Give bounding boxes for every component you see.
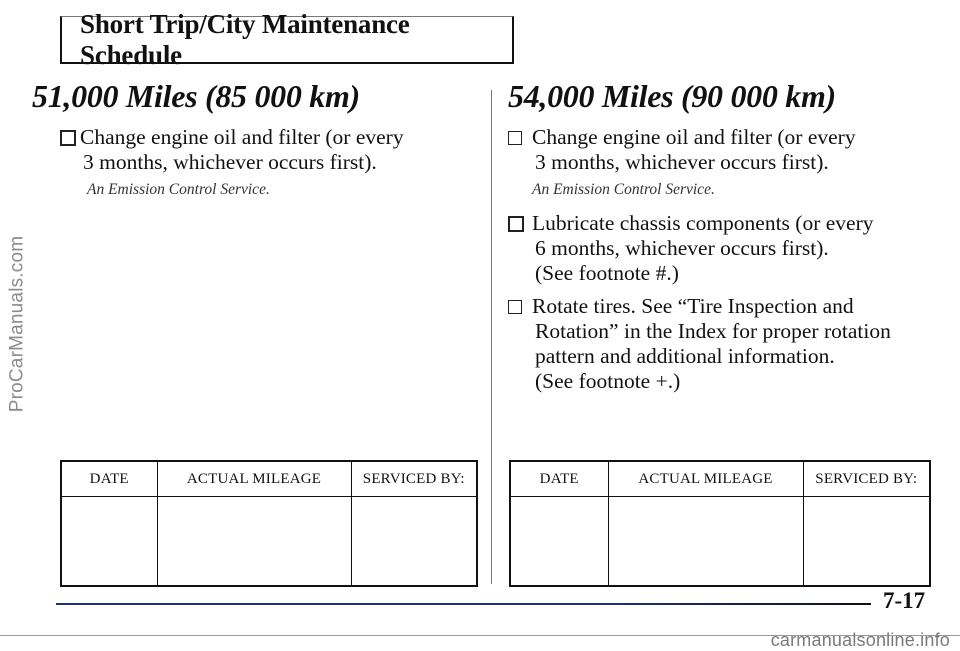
column-divider: [491, 90, 492, 584]
task-line: Lubricate chassis components (or every: [532, 211, 874, 235]
left-mileage-heading: 51,000 Miles (85 000 km): [32, 78, 360, 114]
right-service-record-table: [509, 460, 931, 587]
left-service-record-table: [60, 460, 478, 587]
section-header-box: [60, 8, 514, 70]
emission-note: An Emission Control Service.: [532, 181, 715, 198]
checkbox-icon[interactable]: [508, 216, 524, 232]
task-line: Rotate tires. See “Tire Inspection and: [532, 294, 854, 318]
page-title: Short Trip/City Maintenance Schedule: [80, 8, 410, 70]
mileage-column-header: ACTUAL MILEAGE: [608, 461, 803, 497]
task-line: 3 months, whichever occurs first).: [535, 150, 829, 174]
date-entry-cell[interactable]: [61, 497, 157, 587]
date-column-header: DATE: [510, 461, 608, 497]
task-line: Rotation” in the Index for proper rotation: [535, 319, 891, 343]
serviced-by-entry-cell[interactable]: [351, 497, 477, 587]
mileage-entry-cell[interactable]: [157, 497, 351, 587]
left-schedule-column: [32, 78, 480, 211]
right-task-oil-change: [508, 125, 938, 175]
bottom-watermark: carmanualsonline.info: [770, 630, 950, 650]
page-number: 7-17: [883, 588, 926, 613]
serviced-by-entry-cell[interactable]: [803, 497, 930, 587]
mileage-column-header: ACTUAL MILEAGE: [157, 461, 351, 497]
task-line: 3 months, whichever occurs first).: [83, 150, 377, 174]
task-line: Change engine oil and filter (or every: [532, 125, 856, 149]
right-schedule-column: [508, 78, 938, 394]
right-task-lubricate-chassis: [508, 211, 938, 286]
mileage-entry-cell[interactable]: [608, 497, 803, 587]
emission-note: An Emission Control Service.: [87, 181, 270, 198]
task-line: Change engine oil and filter (or every: [80, 125, 404, 149]
footer-rule: [56, 603, 871, 605]
left-task-oil-change: [60, 125, 480, 175]
date-entry-cell[interactable]: [510, 497, 608, 587]
serviced-by-column-header: SERVICED BY:: [351, 461, 477, 497]
task-line: (See footnote #.): [535, 261, 679, 285]
side-watermark: [2, 0, 32, 648]
task-line: 6 months, whichever occurs first).: [535, 236, 829, 260]
right-mileage-heading: 54,000 Miles (90 000 km): [508, 78, 836, 114]
task-line: pattern and additional information.: [535, 344, 835, 368]
task-line: (See footnote +.): [535, 369, 681, 393]
right-task-rotate-tires: [508, 294, 938, 394]
checkbox-icon[interactable]: [508, 131, 522, 145]
checkbox-icon[interactable]: [60, 130, 76, 146]
side-watermark-text: ProCarManuals.com: [6, 235, 28, 413]
checkbox-icon[interactable]: [508, 300, 522, 314]
serviced-by-column-header: SERVICED BY:: [803, 461, 930, 497]
date-column-header: DATE: [61, 461, 157, 497]
